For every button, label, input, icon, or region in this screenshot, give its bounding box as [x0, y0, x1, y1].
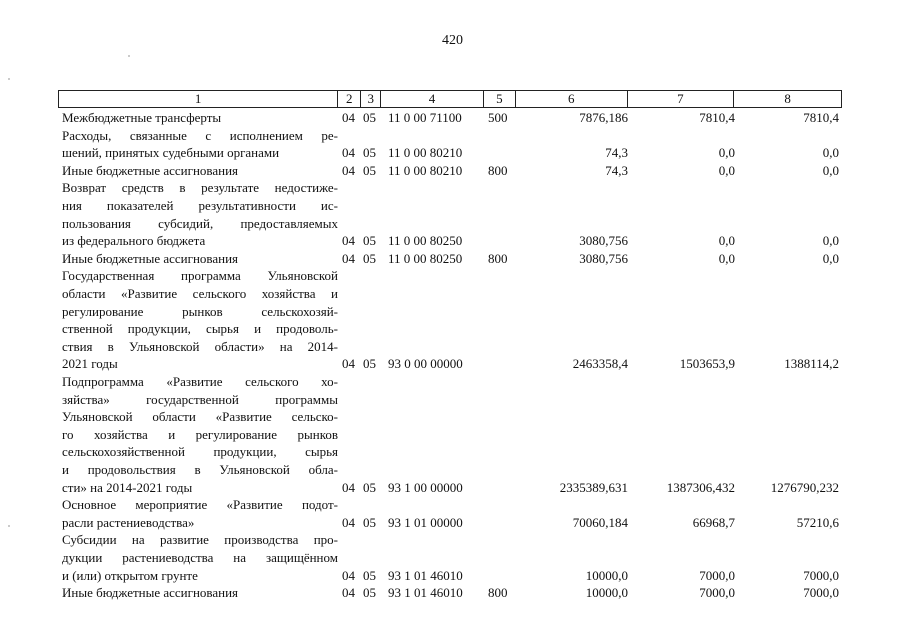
subsection-code: 05 — [363, 250, 376, 266]
row-name — [62, 179, 338, 249]
section-code: 04 — [342, 233, 355, 249]
expense-type-code: 800 — [488, 585, 508, 601]
amount-col6: 3080,756 — [579, 250, 628, 266]
amount-col7: 7000,0 — [699, 585, 735, 601]
section-code: 04 — [342, 479, 355, 495]
table-body — [0, 109, 905, 602]
amount-col8: 1388114,2 — [784, 356, 839, 372]
row-name — [62, 267, 338, 373]
column-header-4: 4 — [381, 91, 484, 107]
amount-col6: 2335389,631 — [559, 479, 628, 495]
target-article-code: 93 0 00 00000 — [388, 356, 463, 372]
amount-col7: 7000,0 — [699, 567, 735, 583]
section-code: 04 — [342, 356, 355, 372]
column-header-3: 3 — [361, 91, 381, 107]
row-name-line: и продовольствия в Ульяновской обла- — [62, 461, 338, 477]
section-code: 04 — [342, 585, 355, 601]
subsection-code: 05 — [363, 233, 376, 249]
row-name-line: Субсидии на развитие производства про- — [62, 532, 338, 548]
row-name — [62, 531, 338, 584]
expense-type-code: 800 — [488, 250, 508, 266]
row-name-line: ствия в Ульяновской области» на 2014- — [62, 338, 338, 354]
subsection-code: 05 — [363, 110, 376, 125]
scan-speck — [8, 78, 10, 80]
row-name-line: Межбюджетные трансферты — [62, 110, 222, 125]
table-header — [58, 90, 842, 108]
row-name-line: ственной продукции, сырья и продоволь- — [62, 321, 338, 337]
subsection-code: 05 — [363, 479, 376, 495]
target-article-code: 11 0 00 80250 — [388, 233, 463, 249]
column-header-1: 1 — [59, 91, 338, 107]
amount-col8: 0,0 — [822, 233, 839, 249]
row-name — [62, 109, 338, 127]
row-name — [62, 496, 338, 531]
row-name-line: зяйства» государственной программы — [62, 391, 338, 407]
row-name-line: Иные бюджетные ассигнования — [62, 250, 239, 266]
section-code: 04 — [342, 110, 355, 125]
table-row — [0, 109, 905, 127]
amount-col8: 7000,0 — [803, 585, 839, 601]
amount-col6: 70060,184 — [572, 514, 628, 530]
amount-col7: 0,0 — [718, 233, 735, 249]
row-name-line: ния показателей результативности ис- — [62, 197, 338, 213]
target-article-code: 11 0 00 80210 — [388, 145, 463, 161]
amount-col8: 0,0 — [822, 250, 839, 266]
subsection-code: 05 — [363, 585, 376, 601]
row-name-line: Расходы, связанные с исполнением ре- — [62, 127, 338, 143]
table-row — [0, 373, 905, 496]
column-header-8: 8 — [784, 91, 791, 106]
table-row — [0, 267, 905, 373]
subsection-code: 05 — [363, 162, 376, 178]
table-row — [0, 531, 905, 584]
amount-col8: 0,0 — [822, 145, 839, 161]
row-name-line: 2021 годы — [62, 356, 118, 372]
amount-col8: 57210,6 — [796, 514, 839, 530]
row-name-line: Государственная программа Ульяновской — [62, 268, 338, 284]
table-row — [0, 250, 905, 268]
amount-col7: 66968,7 — [692, 514, 735, 530]
table-row — [0, 162, 905, 180]
amount-col8: 7810,4 — [803, 110, 839, 125]
section-code: 04 — [342, 567, 355, 583]
row-name-line: и (или) открытом грунте — [62, 567, 198, 583]
expense-type-code: 500 — [488, 110, 508, 125]
row-name-line: дукции растениеводства на защищённом — [62, 549, 338, 565]
target-article-code: 11 0 00 80210 — [388, 162, 463, 178]
row-name — [62, 373, 338, 496]
target-article-code: 11 0 00 80250 — [388, 250, 463, 266]
amount-col7: 1387306,432 — [666, 479, 735, 495]
column-header-6: 6 — [516, 91, 628, 107]
column-header-7: 7 — [628, 91, 735, 107]
amount-col6: 74,3 — [605, 162, 628, 178]
row-name — [62, 584, 338, 602]
amount-col6: 3080,756 — [579, 233, 628, 249]
amount-col7: 7810,4 — [699, 110, 735, 125]
row-name-line: Иные бюджетные ассигнования — [62, 162, 239, 178]
target-article-code: 93 1 00 00000 — [388, 479, 463, 495]
scan-speck — [128, 55, 130, 57]
row-name-line: области «Развитие сельского хозяйства и — [62, 285, 338, 301]
subsection-code: 05 — [363, 514, 376, 530]
row-name-line: из федерального бюджета — [62, 233, 206, 249]
row-name-line: Основное мероприятие «Развитие подот- — [62, 497, 338, 513]
table-row — [0, 179, 905, 249]
expense-type-code: 800 — [488, 162, 508, 178]
row-name-line: Ульяновской области «Развитие сельско- — [62, 409, 338, 425]
row-name-line: Иные бюджетные ассигнования — [62, 585, 239, 601]
row-name-line: го хозяйства и регулирование рынков — [62, 426, 338, 442]
amount-col6: 2463358,4 — [572, 356, 628, 372]
section-code: 04 — [342, 514, 355, 530]
row-name-line: пользования субсидий, предоставляемых — [62, 215, 338, 231]
section-code: 04 — [342, 145, 355, 161]
amount-col8: 0,0 — [822, 162, 839, 178]
row-name-line: расли растениеводства» — [62, 514, 195, 530]
amount-col8: 7000,0 — [803, 567, 839, 583]
scan-speck — [8, 525, 10, 527]
subsection-code: 05 — [363, 145, 376, 161]
target-article-code: 11 0 00 71100 — [388, 110, 462, 125]
amount-col7: 0,0 — [718, 250, 735, 266]
row-name-line: сти» на 2014-2021 годы — [62, 479, 193, 495]
amount-col6: 10000,0 — [585, 567, 628, 583]
subsection-code: 05 — [363, 356, 376, 372]
table-row — [0, 584, 905, 602]
target-article-code: 93 1 01 00000 — [388, 514, 463, 530]
subsection-code: 05 — [363, 567, 376, 583]
target-article-code: 93 1 01 46010 — [388, 567, 463, 583]
target-article-code: 93 1 01 46010 — [388, 585, 463, 601]
amount-col7: 0,0 — [718, 145, 735, 161]
row-name — [62, 162, 338, 180]
row-name — [62, 250, 338, 268]
amount-col7: 0,0 — [718, 162, 735, 178]
amount-col7: 1503653,9 — [679, 356, 735, 372]
row-name — [62, 127, 338, 162]
row-name-line: сельскохозяйственной продукции, сырья — [62, 444, 338, 460]
amount-col6: 74,3 — [605, 145, 628, 161]
amount-col8: 1276790,232 — [770, 479, 839, 495]
row-name-line: Возврат средств в результате недостиже- — [62, 180, 338, 196]
page-number: 420 — [442, 33, 463, 48]
column-header-2: 2 — [338, 91, 361, 107]
row-name-line: Подпрограмма «Развитие сельского хо- — [62, 373, 338, 389]
table-row — [0, 127, 905, 162]
section-code: 04 — [342, 162, 355, 178]
amount-col6: 7876,186 — [579, 110, 628, 125]
row-name-line: регулирование рынков сельскохозяй- — [62, 303, 338, 319]
amount-col6: 10000,0 — [585, 585, 628, 601]
row-name-line: шений, принятых судебными органами — [62, 145, 280, 161]
section-code: 04 — [342, 250, 355, 266]
column-header-5: 5 — [484, 91, 516, 107]
table-row — [0, 496, 905, 531]
